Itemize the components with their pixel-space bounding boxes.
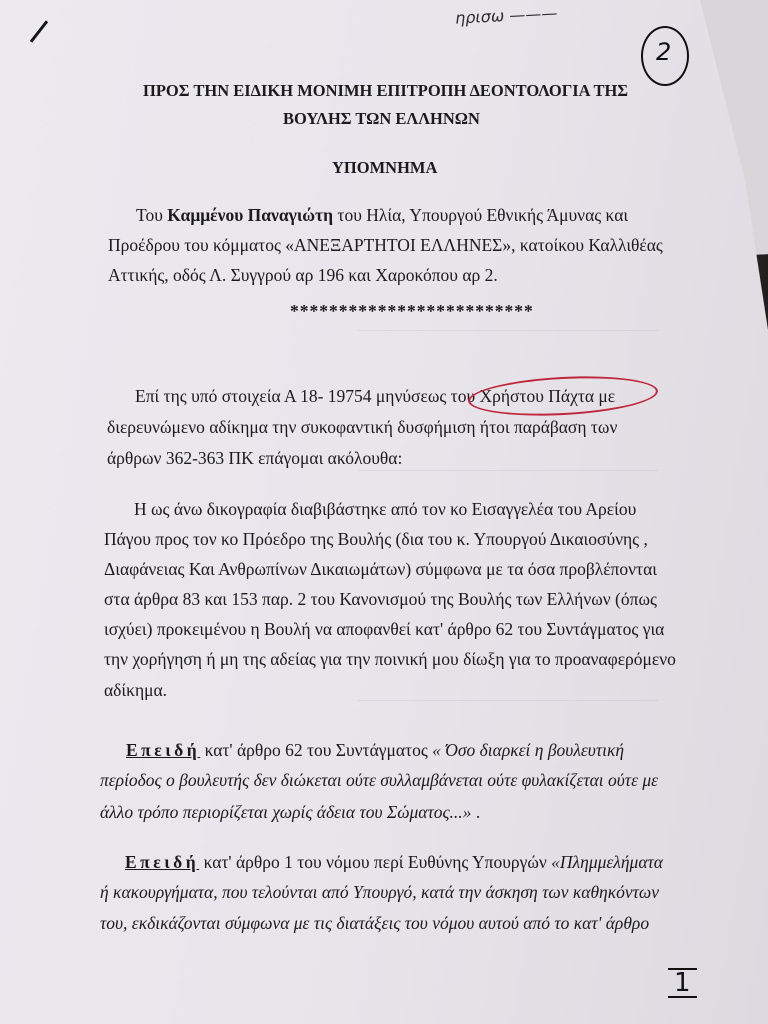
pen-mark xyxy=(30,20,48,42)
p2-line-7: αδίκημα. xyxy=(104,680,168,700)
p3-line-2: περίοδος ο βουλευτής δεν διώκεται ούτε συλλαμβάνεται ούτε φυλακίζεται ούτε με xyxy=(100,770,659,790)
epeidi-keyword: Επειδή xyxy=(125,852,200,872)
p2-line-3: Διαφάνειας Και Ανθρωπίνων Δικαιωμάτων) σύμφωνα με τα όσα προβλέπονται xyxy=(104,559,657,579)
p4-line-2: ή κακουργήματα, που τελούνται από Υπουργό, κατά την άσκηση των καθηκόντων xyxy=(100,882,660,902)
p2-line-1: Η ως άνω δικογραφία διαβιβάστηκε από τον κο Εισαγγελέα του Αρείου xyxy=(134,499,637,519)
intro-line-3: Αττικής, οδός Λ. Συγγρού αρ 196 και Χαροκόπου αρ 2. xyxy=(108,265,498,285)
p3-line-3: άλλο τρόπο περιορίζεται χωρίς άδεια του Σώματος...» . xyxy=(100,802,481,822)
handwritten-scrawl: ηρισω ——— xyxy=(454,3,558,28)
heading-line-2: ΒΟΥΛΗΣ ΤΩΝ ΕΛΛΗΝΩΝ xyxy=(283,109,480,128)
epeidi-keyword: Επειδή xyxy=(126,740,201,760)
p3-line-1: Επειδή κατ' άρθρο 62 του Συντάγματος « Όσο διαρκεί η βουλευτική xyxy=(126,740,625,760)
p2-line-4: στα άρθρα 83 και 153 παρ. 2 του Κανονισμού της Βουλής των Ελλήνων (όπως xyxy=(104,589,657,609)
p2-line-2: Πάγου προς τον κο Πρόεδρο της Βουλής (δια του κ. Υπουργού Δικαιοσύνης , xyxy=(104,529,648,549)
p2-line-6: την χορήγηση ή μη της αδείας για την ποινική μου δίωξη για το προαναφερόμενο xyxy=(104,649,676,669)
heading-line-1: ΠΡΟΣ ΤΗΝ ΕΙΔΙΚΗ ΜΟΝΙΜΗ ΕΠΙΤΡΟΠΗ ΔΕΟΝΤΟΛΟΓΙΑ ΤΗΣ xyxy=(143,81,629,100)
author-name: Καμμένου Παναγιώτη xyxy=(167,205,334,225)
document-title: ΥΠΟΜΝΗΜΑ xyxy=(332,158,438,177)
handwritten-page-number: 2 xyxy=(656,38,672,66)
intro-line-1: Του Καμμένου Παναγιώτη του Ηλία, Υπουργού Εθνικής Άμυνας και xyxy=(136,205,629,225)
p2-line-5: ισχύει) προκειμένου η Βουλή να αποφανθεί κατ' άρθρο 62 του Συντάγματος για xyxy=(104,619,665,639)
p4-line-3: του, εκδικάζονται σύμφωνα με τις διατάξεις του νόμου αυτού από το κατ' άρθρο xyxy=(100,913,650,933)
p1-line-1: Επί της υπό στοιχεία Α 18- 19754 μηνύσεως του Χρήστου Πάχτα με xyxy=(135,386,616,406)
circled-phrase: του Χρήστου Πάχτα με xyxy=(450,386,616,406)
p1-line-3: άρθρων 362-363 ΠΚ επάγομαι ακόλουθα: xyxy=(107,448,403,468)
p4-line-1: Επειδή κατ' άρθρο 1 του νόμου περί Ευθύνης Υπουργών «Πλημμελήματα xyxy=(125,852,663,872)
p1-line-2: διερευνώμενο αδίκημα την συκοφαντική δυσφήμιση ήτοι παράβαση των xyxy=(107,417,618,437)
red-annotation-circle xyxy=(467,372,659,420)
intro-line-2: Προέδρου του κόμματος «ΑΝΕΞΑΡΤΗΤΟΙ ΕΛΛΗΝΕΣ», κατοίκου Καλλιθέας xyxy=(108,235,663,255)
handwritten-bottom-mark: 1 xyxy=(668,968,697,998)
separator-stars: ************************* xyxy=(290,301,534,321)
